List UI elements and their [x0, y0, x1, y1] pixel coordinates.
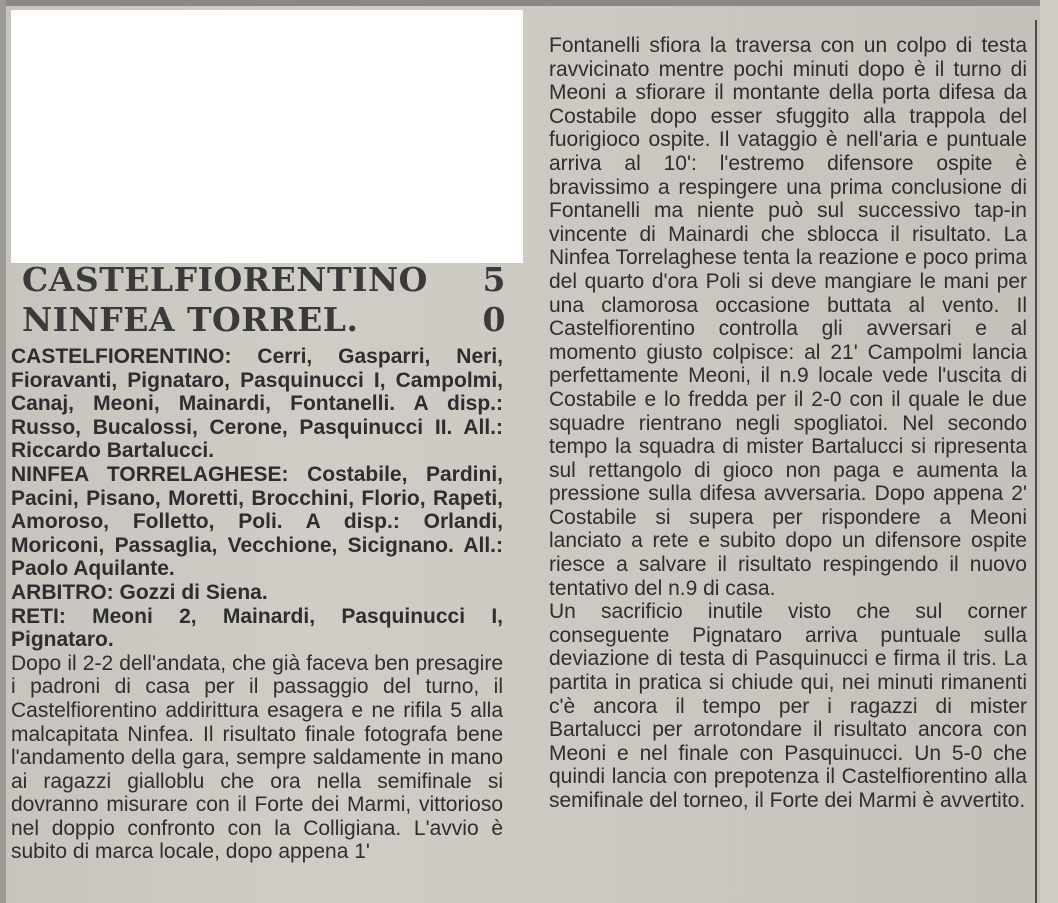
home-lineup: CASTELFIORENTINO: Cerri, Gasparri, Neri, Fioravanti, Pignataro, Pasquinucci I, Campolmi, Canaj, Meoni, Mainardi, Fontanelli. A disp.: Russo, Bucalossi, Cerone, Pasquinucci II. All.: Riccardo Bartalucci. [11, 345, 503, 463]
redacted-area [11, 10, 523, 263]
page-top-edge [0, 0, 1058, 6]
away-team-score: 0 [482, 300, 506, 339]
column-divider [1035, 20, 1037, 903]
away-lineup: NINFEA TORRELAGHESE: Costabile, Pardini, Pacini, Pisano, Moretti, Brocchini, Florio, Rapeti, Amoroso, Folletto, Poli. A disp.: Orlandi, Moriconi, Passaglia, Vecchione, Sicignano. All.: Paolo Aquilante. [11, 462, 503, 581]
home-team-score: 5 [482, 260, 506, 299]
article-paragraph-3: Un sacrificio inutile visto che sul corner conseguente Pignataro arriva puntuale sulla deviazione di testa di Pasquinucci e firma il tris. La partita in pratica si chiude qui, nei minuti rimanenti c'è ancora il tempo per i ragazzi di mister Bartalucci per arrotondare il risultato ancora con Meoni e nel finale con Pasquinucci. Un 5-0 che quindi lancia con prepotenza il Castelfiorentino alla semifinale del torneo, il Forte dei Marmi è avvertito. [549, 600, 1027, 812]
article-paragraph-1: Dopo il 2-2 dell'andata, che già faceva ben presagire i padroni di casa per il passaggio del turno, il Castelfiorentino addirittura esagera e ne rifila 5 alla malcapitata Ninfea. Il risultato finale fotografa bene l'andamento della gara, sempre saldamente in mano ai ragazzi gialloblu che ora nella semifinale si dovranno misurare con il Forte dei Marmi, vittorioso nel doppio confronto con la Colligiana. L'avvio è subito di marca locale, dopo appena 1' [11, 651, 503, 864]
away-team-name: NINFEA TORREL. [22, 300, 359, 339]
away-score-line [22, 302, 506, 338]
page-left-edge [0, 0, 6, 903]
home-score-line [22, 262, 506, 298]
right-column [549, 34, 1027, 813]
adjacent-column-fringe [1040, 0, 1058, 903]
left-column [11, 345, 503, 864]
home-team-name: CASTELFIORENTINO [22, 260, 428, 299]
goalscorers: RETI: Meoni 2, Mainardi, Pasquinucci I, Pignataro. [11, 604, 503, 652]
referee: ARBITRO: Gozzi di Siena. [11, 580, 268, 604]
article-paragraph-2: Fontanelli sfiora la traversa con un colpo di testa ravvicinato mentre pochi minuti dopo è il turno di Meoni a sfiorare il montante della porta difesa da Costabile dopo esser sfuggito alla trappola del fuorigioco ospite. Il vataggio è nell'aria e puntuale arriva al 10': l'estremo difensore ospite è bravissimo a respingere una prima conclusione di Fontanelli ma niente può sul successivo tap-in vincente di Mainardi che sblocca il risultato. La Ninfea Torrelaghese tenta la reazione e poco prima del quarto d'ora Poli si deve mangiare le mani per una clamorosa occasione buttata al vento. Il Castelfiorentino controlla gli avversari e al momento giusto colpisce: al 21' Campolmi lancia perfettamente Meoni, il n.9 locale vede l'uscita di Costabile e lo fredda per il 2-0 con il quale le due squadre rientrano negli spogliatoi. Nel secondo tempo la squadra di mister Bartalucci si ripresenta sul rettangolo di gioco non paga e aumenta la pressione sulla difesa avversaria. Dopo appena 2' Costabile si supera per rispondere a Meoni lanciato a rete e subito dopo un difensore ospite riesce a salvare il risultato respingendo il nuovo tentativo del n.9 di casa. [549, 34, 1027, 600]
